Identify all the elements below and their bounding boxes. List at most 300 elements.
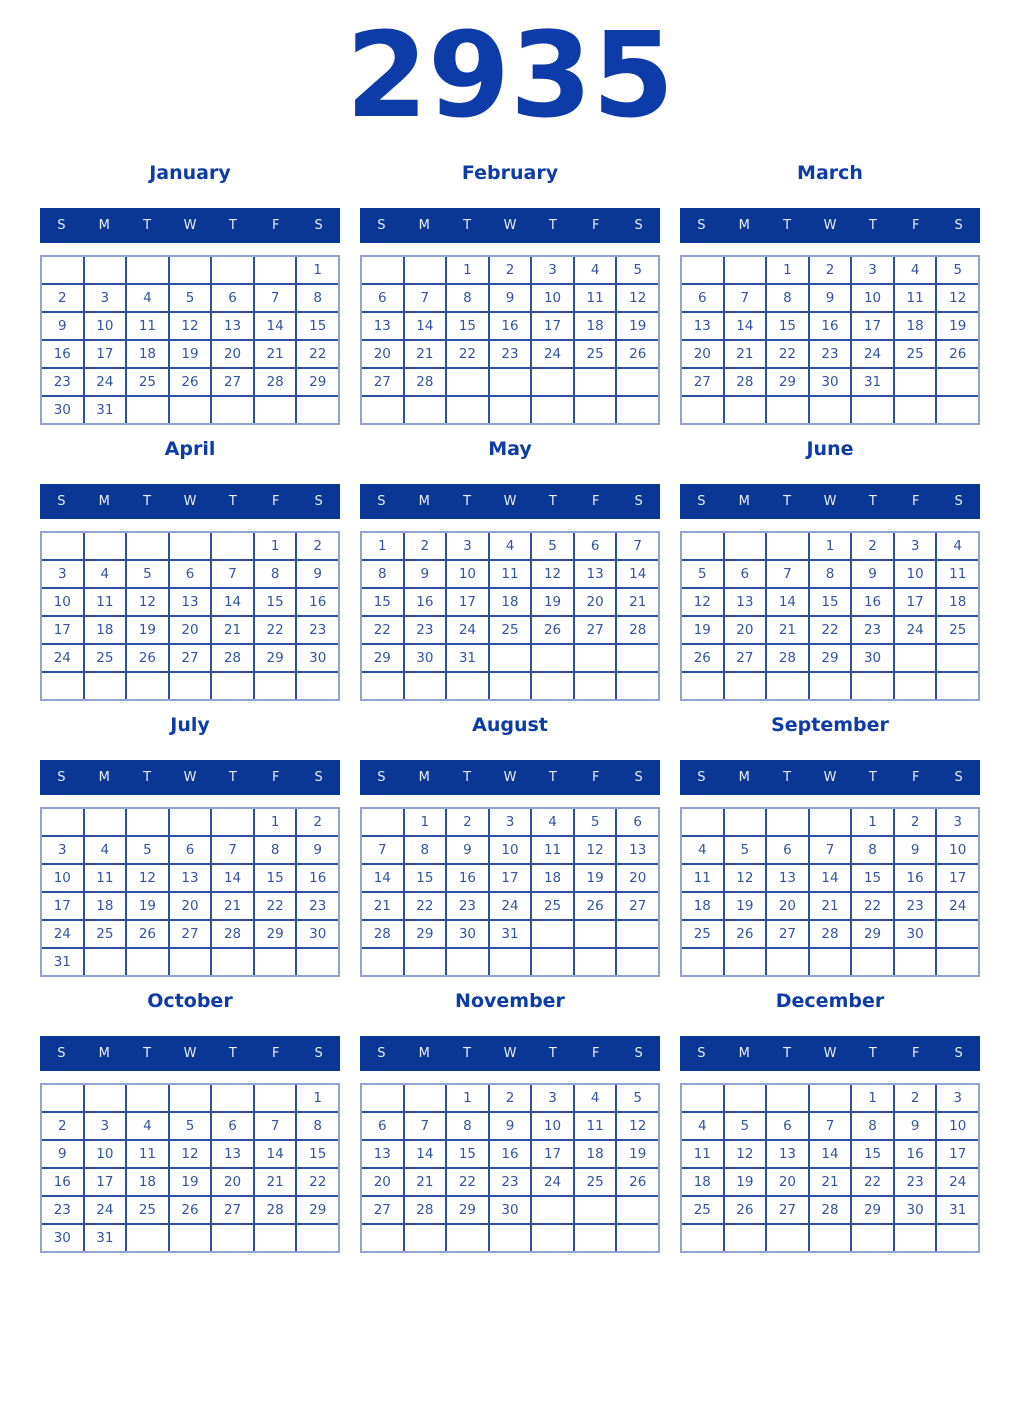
day-cell: 28 [212,645,253,671]
day-cell: 29 [255,645,296,671]
empty-day-cell [532,645,573,671]
empty-day-cell [937,369,978,395]
day-cell: 20 [212,1169,253,1195]
empty-day-cell [682,949,723,975]
day-cell: 11 [127,1141,168,1167]
day-grid [40,807,340,977]
day-cell: 14 [405,313,446,339]
empty-day-cell [362,673,403,699]
day-cell: 8 [405,837,446,863]
month-july [40,712,340,977]
day-cell: 1 [447,257,488,283]
day-cell: 6 [170,561,211,587]
day-cell: 15 [255,589,296,615]
empty-day-cell [447,1225,488,1251]
day-cell: 13 [575,561,616,587]
day-cell: 9 [852,561,893,587]
day-cell: 21 [405,1169,446,1195]
day-cell: 23 [405,617,446,643]
day-cell: 16 [405,589,446,615]
day-cell: 25 [682,1197,723,1223]
day-cell: 21 [362,893,403,919]
day-cell: 3 [85,1113,126,1139]
empty-day-cell [617,921,658,947]
day-cell: 4 [575,1085,616,1111]
weekday-label: M [98,1046,110,1061]
day-cell: 27 [682,369,723,395]
weekday-label: S [314,1046,323,1061]
empty-day-cell [937,1225,978,1251]
weekday-label: T [783,770,792,785]
weekday-header-row [40,484,340,519]
weekday-label: T [868,1046,877,1061]
weekday-label: S [377,218,386,233]
empty-day-cell [85,673,126,699]
empty-day-cell [937,673,978,699]
weekday-header-row [360,208,660,243]
day-cell: 29 [852,1197,893,1223]
day-cell: 20 [170,617,211,643]
day-cell: 12 [937,285,978,311]
day-cell: 10 [42,865,83,891]
day-cell: 3 [852,257,893,283]
day-cell: 23 [810,341,851,367]
day-cell: 7 [810,1113,851,1139]
day-cell: 16 [297,589,338,615]
weekday-label: T [143,218,152,233]
weekday-label: S [954,770,963,785]
day-cell: 22 [297,1169,338,1195]
day-grid [360,807,660,977]
day-cell: 5 [617,257,658,283]
weekday-label: T [228,494,237,509]
day-cell: 11 [575,1113,616,1139]
day-cell: 18 [682,893,723,919]
empty-day-cell [447,673,488,699]
day-cell: 27 [170,921,211,947]
day-cell: 6 [362,1113,403,1139]
day-cell: 14 [212,589,253,615]
day-cell: 13 [170,865,211,891]
day-cell: 1 [405,809,446,835]
day-cell: 7 [255,285,296,311]
weekday-label: T [228,218,237,233]
empty-day-cell [852,397,893,423]
empty-day-cell [810,397,851,423]
weekday-label: S [377,770,386,785]
day-cell: 27 [212,1197,253,1223]
day-cell: 5 [617,1085,658,1111]
day-cell: 27 [767,1197,808,1223]
empty-day-cell [852,673,893,699]
empty-day-cell [447,949,488,975]
day-cell: 2 [42,285,83,311]
weekday-label: S [57,770,66,785]
day-cell: 25 [490,617,531,643]
day-cell: 30 [42,1225,83,1251]
day-cell: 24 [490,893,531,919]
weekday-label: T [548,770,557,785]
month-title: April [164,438,216,460]
weekday-label: T [868,218,877,233]
empty-day-cell [362,949,403,975]
empty-day-cell [682,673,723,699]
day-cell: 11 [127,313,168,339]
day-cell: 13 [617,837,658,863]
day-cell: 6 [767,837,808,863]
day-cell: 15 [447,1141,488,1167]
month-august [360,712,660,977]
day-cell: 31 [447,645,488,671]
day-cell: 23 [895,893,936,919]
day-cell: 9 [490,1113,531,1139]
empty-day-cell [362,1225,403,1251]
weekday-label: T [868,494,877,509]
weekday-label: F [271,1046,280,1061]
day-cell: 7 [767,561,808,587]
weekday-header-row [680,484,980,519]
day-grid [360,1083,660,1253]
empty-day-cell [127,533,168,559]
day-cell: 24 [85,369,126,395]
day-cell: 11 [682,865,723,891]
empty-day-cell [617,645,658,671]
day-cell: 20 [575,589,616,615]
day-cell: 24 [532,1169,573,1195]
day-cell: 4 [85,561,126,587]
day-cell: 24 [42,645,83,671]
day-cell: 30 [895,921,936,947]
weekday-label: S [697,218,706,233]
weekday-header-row [680,760,980,795]
day-cell: 19 [617,1141,658,1167]
day-cell: 26 [937,341,978,367]
day-cell: 8 [297,1113,338,1139]
empty-day-cell [810,1225,851,1251]
weekday-label: M [98,218,110,233]
weekday-label: W [503,770,517,785]
weekday-label: S [634,218,643,233]
day-cell: 17 [490,865,531,891]
day-cell: 17 [852,313,893,339]
weekday-label: S [57,494,66,509]
month-title: May [488,438,532,460]
day-cell: 18 [85,893,126,919]
day-cell: 18 [937,589,978,615]
weekday-header-row [680,208,980,243]
weekday-label: S [634,770,643,785]
month-title: October [147,990,233,1012]
day-cell: 30 [810,369,851,395]
empty-day-cell [725,533,766,559]
day-cell: 27 [362,369,403,395]
weekday-label: T [783,218,792,233]
day-cell: 12 [127,589,168,615]
day-cell: 11 [575,285,616,311]
day-cell: 4 [127,285,168,311]
day-cell: 2 [42,1113,83,1139]
day-cell: 10 [895,561,936,587]
empty-day-cell [767,949,808,975]
day-cell: 15 [297,1141,338,1167]
day-cell: 28 [255,369,296,395]
day-cell: 27 [212,369,253,395]
empty-day-cell [405,1085,446,1111]
day-cell: 12 [725,1141,766,1167]
day-cell: 16 [42,341,83,367]
day-cell: 17 [42,617,83,643]
month-april [40,436,340,701]
day-cell: 9 [895,837,936,863]
day-cell: 22 [405,893,446,919]
day-cell: 7 [362,837,403,863]
day-cell: 8 [447,285,488,311]
day-cell: 4 [682,1113,723,1139]
month-title: June [806,438,854,460]
day-cell: 30 [447,921,488,947]
empty-day-cell [767,1225,808,1251]
empty-day-cell [617,397,658,423]
day-cell: 9 [895,1113,936,1139]
day-cell: 14 [362,865,403,891]
day-cell: 20 [212,341,253,367]
day-cell: 22 [297,341,338,367]
day-cell: 15 [852,1141,893,1167]
day-cell: 5 [725,837,766,863]
day-cell: 1 [297,257,338,283]
day-cell: 13 [725,589,766,615]
day-cell: 15 [405,865,446,891]
empty-day-cell [170,257,211,283]
day-cell: 30 [895,1197,936,1223]
day-cell: 30 [297,921,338,947]
day-cell: 5 [682,561,723,587]
weekday-header-row [40,760,340,795]
weekday-label: T [548,494,557,509]
day-cell: 14 [725,313,766,339]
day-cell: 24 [852,341,893,367]
day-cell: 21 [212,893,253,919]
day-cell: 31 [490,921,531,947]
day-cell: 30 [42,397,83,423]
day-cell: 18 [532,865,573,891]
day-cell: 20 [725,617,766,643]
weekday-label: S [954,1046,963,1061]
month-title: July [170,714,210,736]
weekday-label: M [418,1046,430,1061]
day-cell: 25 [85,645,126,671]
empty-day-cell [490,949,531,975]
day-cell: 7 [212,561,253,587]
day-cell: 19 [725,893,766,919]
day-cell: 15 [767,313,808,339]
day-cell: 18 [490,589,531,615]
day-cell: 16 [810,313,851,339]
day-cell: 7 [725,285,766,311]
empty-day-cell [42,809,83,835]
weekday-header-row [40,208,340,243]
empty-day-cell [575,949,616,975]
empty-day-cell [127,1225,168,1251]
day-cell: 22 [852,1169,893,1195]
day-cell: 18 [575,313,616,339]
empty-day-cell [682,1225,723,1251]
empty-day-cell [682,257,723,283]
weekday-label: S [314,770,323,785]
day-grid [680,255,980,425]
day-cell: 28 [810,1197,851,1223]
day-cell: 20 [362,341,403,367]
empty-day-cell [170,397,211,423]
empty-day-cell [255,1085,296,1111]
weekday-label: S [634,494,643,509]
day-cell: 29 [447,1197,488,1223]
day-cell: 13 [212,313,253,339]
day-cell: 12 [170,1141,211,1167]
day-cell: 13 [767,865,808,891]
day-cell: 7 [405,1113,446,1139]
weekday-label: T [463,494,472,509]
day-cell: 6 [212,285,253,311]
empty-day-cell [127,809,168,835]
empty-day-cell [575,1225,616,1251]
empty-day-cell [297,949,338,975]
weekday-label: W [183,1046,197,1061]
day-cell: 29 [255,921,296,947]
weekday-label: T [228,770,237,785]
day-grid [40,1083,340,1253]
day-cell: 1 [255,533,296,559]
weekday-label: M [98,770,110,785]
day-cell: 21 [810,1169,851,1195]
day-cell: 11 [895,285,936,311]
day-cell: 21 [617,589,658,615]
day-cell: 3 [895,533,936,559]
weekday-label: M [418,494,430,509]
day-cell: 18 [682,1169,723,1195]
day-cell: 3 [532,1085,573,1111]
empty-day-cell [682,533,723,559]
empty-day-cell [127,949,168,975]
weekday-label: T [783,494,792,509]
day-cell: 26 [617,341,658,367]
empty-day-cell [575,1197,616,1223]
day-cell: 19 [532,589,573,615]
empty-day-cell [297,673,338,699]
empty-day-cell [937,921,978,947]
day-cell: 7 [255,1113,296,1139]
weekday-label: F [591,218,600,233]
weekday-label: T [463,770,472,785]
empty-day-cell [575,369,616,395]
day-cell: 23 [447,893,488,919]
day-cell: 22 [852,893,893,919]
empty-day-cell [617,1197,658,1223]
day-cell: 24 [532,341,573,367]
day-cell: 22 [255,617,296,643]
day-cell: 22 [810,617,851,643]
weekday-label: F [271,218,280,233]
day-cell: 22 [255,893,296,919]
day-cell: 20 [170,893,211,919]
day-cell: 30 [405,645,446,671]
day-cell: 26 [127,645,168,671]
day-cell: 3 [447,533,488,559]
day-cell: 19 [937,313,978,339]
day-cell: 1 [447,1085,488,1111]
day-cell: 23 [297,893,338,919]
empty-day-cell [490,673,531,699]
day-cell: 21 [255,1169,296,1195]
day-cell: 28 [725,369,766,395]
day-cell: 29 [767,369,808,395]
day-cell: 9 [810,285,851,311]
day-cell: 12 [682,589,723,615]
weekday-label: T [868,770,877,785]
day-cell: 12 [725,865,766,891]
day-cell: 3 [490,809,531,835]
day-cell: 31 [937,1197,978,1223]
month-december [680,988,980,1253]
day-cell: 22 [767,341,808,367]
day-cell: 28 [617,617,658,643]
day-cell: 14 [212,865,253,891]
day-cell: 17 [532,313,573,339]
day-cell: 16 [447,865,488,891]
day-cell: 8 [297,285,338,311]
day-cell: 14 [405,1141,446,1167]
day-cell: 19 [127,617,168,643]
weekday-label: S [954,218,963,233]
day-cell: 14 [255,1141,296,1167]
month-january [40,160,340,425]
day-cell: 16 [852,589,893,615]
empty-day-cell [532,1225,573,1251]
day-cell: 2 [297,533,338,559]
day-cell: 29 [405,921,446,947]
month-september [680,712,980,977]
empty-day-cell [212,1085,253,1111]
day-cell: 17 [895,589,936,615]
month-title: February [461,162,559,184]
day-cell: 25 [937,617,978,643]
weekday-label: W [503,1046,517,1061]
day-cell: 2 [490,257,531,283]
empty-day-cell [255,949,296,975]
empty-day-cell [575,397,616,423]
empty-day-cell [42,533,83,559]
day-cell: 26 [682,645,723,671]
day-cell: 1 [852,1085,893,1111]
empty-day-cell [170,673,211,699]
day-cell: 23 [42,1197,83,1223]
day-cell: 28 [810,921,851,947]
weekday-label: S [377,1046,386,1061]
day-cell: 23 [895,1169,936,1195]
weekday-label: S [954,494,963,509]
day-cell: 2 [405,533,446,559]
month-title: August [472,714,548,736]
day-cell: 3 [532,257,573,283]
day-cell: 23 [490,1169,531,1195]
day-cell: 15 [447,313,488,339]
day-cell: 26 [170,369,211,395]
day-cell: 20 [617,865,658,891]
weekday-label: S [634,1046,643,1061]
empty-day-cell [767,397,808,423]
month-october [40,988,340,1253]
weekday-label: T [548,1046,557,1061]
